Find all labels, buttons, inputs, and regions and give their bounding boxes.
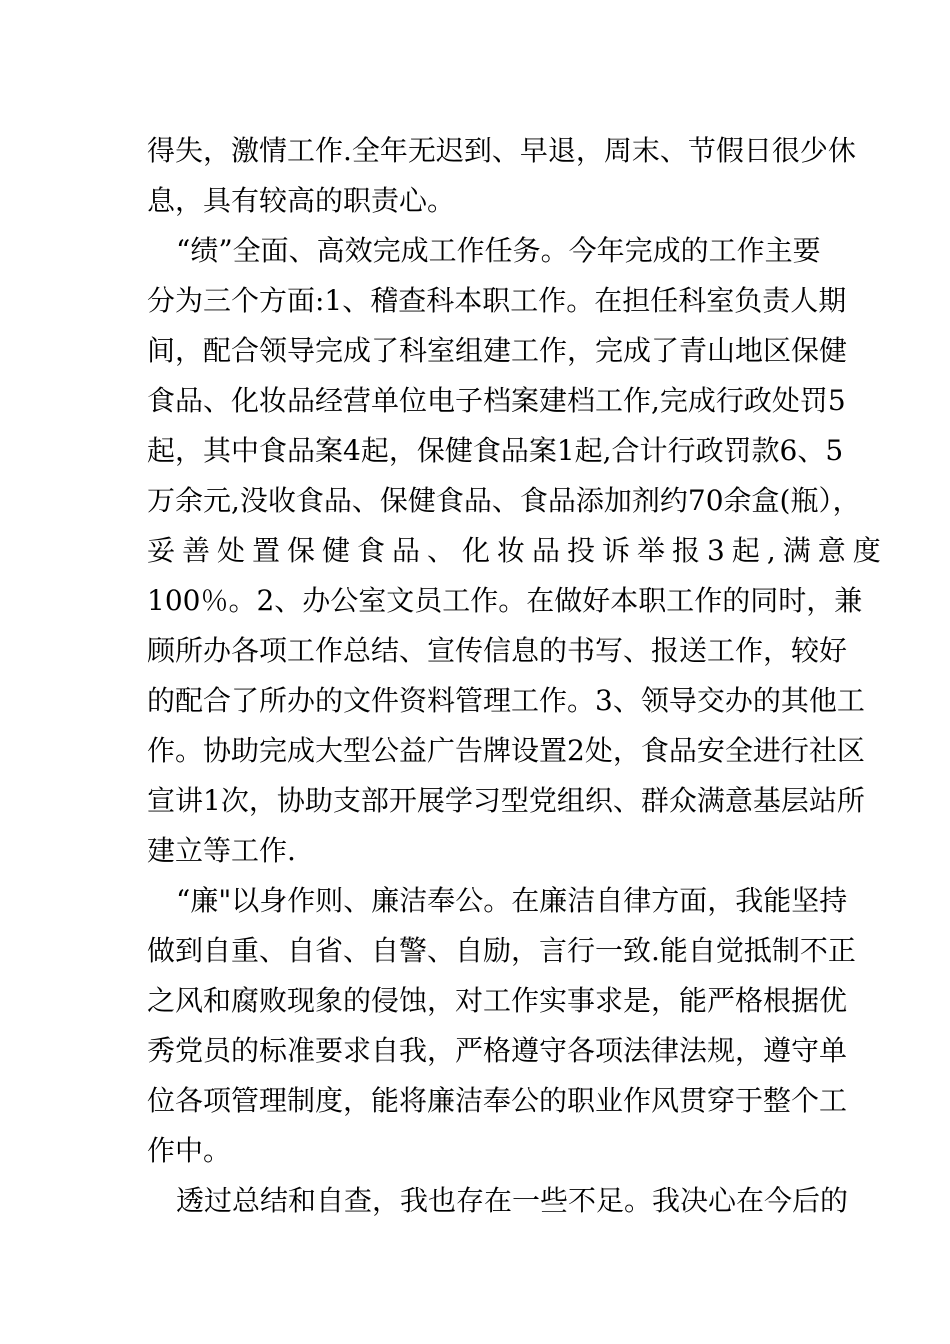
- text-line: [0, 981, 950, 1021]
- text-line: [0, 331, 950, 371]
- text-line: [0, 281, 950, 321]
- line-text: 起，其中食品案4起，保健食品案1起,合计行政罚款6、5: [147, 434, 844, 467]
- line-text: 得失，激情工作.全年无迟到、早退，周末、节假日很少休: [147, 134, 856, 167]
- line-text: 之风和腐败现象的侵蚀，对工作实事求是，能严格根据优: [147, 984, 848, 1017]
- line-text: “绩”全面、高效完成工作任务。今年完成的工作主要: [176, 234, 821, 267]
- line-text: “廉"以身作则、廉洁奉公。在廉洁自律方面，我能坚持: [176, 884, 848, 917]
- text-line: [0, 831, 950, 871]
- paragraph-first-line: [0, 231, 950, 271]
- line-text: 食品、化妆品经营单位电子档案建档工作,完成行政处罚5: [147, 384, 846, 417]
- line-text: 做到自重、自省、自警、自励，言行一致.能自觉抵制不正: [147, 934, 856, 967]
- text-line: [0, 531, 950, 571]
- text-line: [0, 781, 950, 821]
- text-line: [0, 481, 950, 521]
- line-text: 透过总结和自查，我也存在一些不足。我决心在今后的: [176, 1184, 849, 1217]
- text-line: [0, 131, 950, 171]
- text-line: [0, 1081, 950, 1121]
- line-text: 妥善处置保健食品、化妆品投诉举报3起,满意度: [147, 534, 888, 567]
- text-line: [0, 581, 950, 621]
- line-text: 宣讲1次，协助支部开展学习型党组织、群众满意基层站所: [147, 784, 865, 817]
- line-text: 建立等工作.: [147, 834, 296, 867]
- text-line: [0, 431, 950, 471]
- line-text: 顾所办各项工作总结、宣传信息的书写、报送工作，较好: [147, 634, 848, 667]
- text-line: [0, 681, 950, 721]
- line-text: 位各项管理制度，能将廉洁奉公的职业作风贯穿于整个工: [147, 1084, 848, 1117]
- paragraph-first-line: [0, 1181, 950, 1221]
- line-text: 作。协助完成大型公益广告牌设置2处，食品安全进行社区: [147, 734, 865, 767]
- line-text: 分为三个方面:1、稽查科本职工作。在担任科室负责人期: [147, 284, 847, 317]
- text-line: [0, 1031, 950, 1071]
- text-line: [0, 181, 950, 221]
- line-text: 秀党员的标准要求自我，严格遵守各项法律法规，遵守单: [147, 1034, 848, 1067]
- text-line: [0, 631, 950, 671]
- line-text: 作中。: [147, 1134, 232, 1167]
- text-line: [0, 1131, 950, 1171]
- line-text: 息，具有较高的职责心。: [147, 184, 456, 217]
- paragraph-first-line: [0, 881, 950, 921]
- line-text: 万余元,没收食品、保健食品、食品添加剂约70余盒(瓶），: [147, 484, 861, 517]
- line-text: 的配合了所办的文件资料管理工作。3、领导交办的其他工: [147, 684, 865, 717]
- text-line: [0, 731, 950, 771]
- text-line: [0, 931, 950, 971]
- line-text: 100％。2、办公室文员工作。在做好本职工作的同时，兼: [147, 584, 863, 617]
- line-text: 间，配合领导完成了科室组建工作，完成了青山地区保健: [147, 334, 848, 367]
- text-line: [0, 381, 950, 421]
